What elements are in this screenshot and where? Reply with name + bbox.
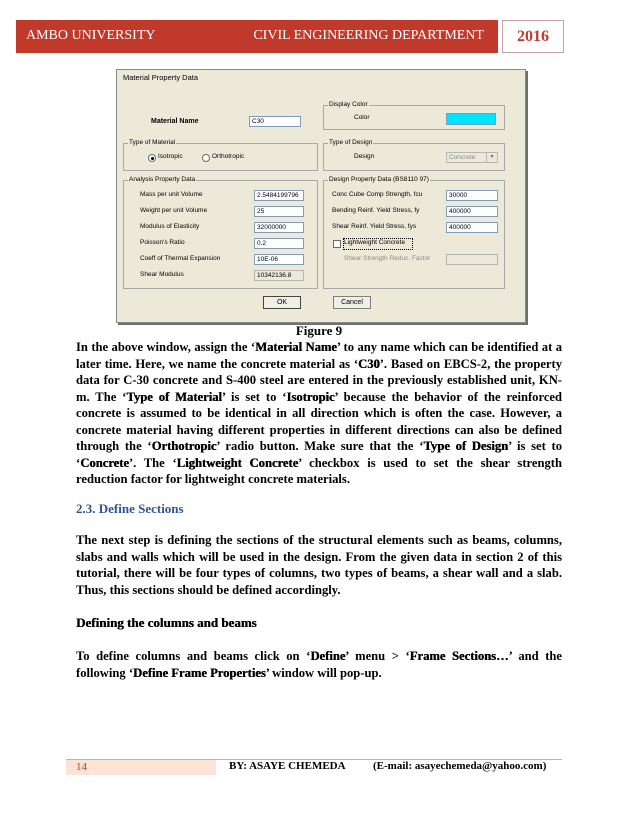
para1-text-6: ’ radio button. Make sure that the ‘ (216, 439, 424, 453)
lightweight-label: Lightweight Concrete (344, 239, 406, 246)
modulus-input[interactable]: 32000000 (254, 222, 304, 233)
para3-text-4: ’ window will pop-up. (265, 665, 382, 680)
page-header (16, 20, 562, 53)
display-color-group (323, 101, 505, 130)
para1-key-lightweight: Lightweight Concrete (176, 455, 299, 470)
fy-label: Bending Reinf. Yield Stress, fy (332, 207, 420, 214)
shear-reduc-label: Shear Strength Reduc. Factor (344, 255, 431, 262)
para1-text-4: ’ is set to ‘ (221, 389, 287, 404)
weight-label: Weight per unit Volume (140, 207, 208, 214)
para3-key-define: Define (310, 649, 346, 663)
para1-text-2: ’ to any name which can be identified at a later time. Here, we name the concrete material as ‘ (76, 340, 562, 371)
fcu-input[interactable]: 30000 (446, 190, 498, 201)
shear-modulus-label: Shear Modulus (140, 271, 184, 278)
shear-modulus-input: 10342136.8 (254, 270, 304, 281)
fy-input[interactable]: 400000 (446, 206, 498, 217)
display-color-title: Display Color (329, 101, 368, 108)
isotropic-radio[interactable] (148, 154, 156, 162)
orthotropic-label: Orthotropic (212, 153, 245, 160)
para1-key-orthotropic: Orthotropic (151, 439, 217, 453)
poisson-label: Poisson's Ratio (140, 239, 185, 246)
header-year: 2016 (502, 20, 564, 53)
paragraph-material (76, 339, 562, 488)
thermal-input[interactable]: 10E-06 (254, 254, 304, 265)
para1-key-isotropic: Isotropic (286, 389, 335, 404)
modulus-label: Modulus of Elasticity (140, 223, 200, 230)
color-label: Color (354, 114, 370, 121)
material-name-input[interactable]: C30 (249, 116, 301, 127)
footer-email: (E-mail: asayechemeda@yahoo.com) (373, 760, 547, 772)
analysis-property-group (123, 176, 318, 289)
paragraph-sections: The next step is defining the sections of the structural elements such as beams, columns, slabs and walls which will be used in the design. From the given data in section 2 of this tutorial, there will be four types of columns, two types of beams, a shear wall and a slab. Thus, this sections should be defined accordingly. (76, 533, 562, 597)
figure-caption: Figure 9 (295, 323, 343, 338)
para1-key-c30: C30 (358, 356, 380, 371)
para1-text-9: ’ checkbox is used to set the shear strength reduction factor for lightweight concrete materials. (76, 455, 562, 486)
material-name-label: Material Name (151, 118, 199, 125)
lightweight-checkbox[interactable] (333, 240, 341, 248)
footer-author: BY: ASAYE CHEMEDA (229, 760, 346, 772)
design-label: Design (354, 153, 375, 160)
poisson-input[interactable]: 0.2 (254, 238, 304, 249)
para1-text-7: ’ is set to ‘ (76, 439, 563, 470)
mass-label: Mass per unit Volume (140, 191, 203, 198)
header-banner (16, 20, 498, 53)
subheading-columns-beams: Defining the columns and beams (76, 615, 257, 630)
design-property-group (323, 176, 505, 289)
header-department: CIVIL ENGINEERING DEPARTMENT (253, 28, 484, 43)
design-select-value: Concrete (449, 154, 476, 161)
orthotropic-radio[interactable] (202, 154, 210, 162)
color-swatch[interactable] (446, 113, 496, 125)
para1-key-type-of-design: Type of Design (423, 439, 509, 453)
design-select[interactable] (446, 152, 498, 163)
dialog-title: Material Property Data (123, 73, 199, 82)
para3-key-frame-sections: Frame Sections… (409, 649, 509, 663)
chevron-down-icon: ▼ (486, 153, 497, 162)
type-of-design-group (323, 139, 505, 171)
type-of-material-group (123, 139, 318, 171)
weight-input[interactable]: 25 (254, 206, 304, 217)
para1-text-8: ’. The ‘ (128, 455, 177, 470)
paragraph-define (76, 648, 562, 681)
para3-key-define-frame-properties: Define Frame Properties (133, 665, 266, 680)
design-property-title: Design Property Data (BS8110 97) (329, 176, 429, 183)
para3-text-1: To define columns and beams click on ‘ (76, 649, 311, 663)
thermal-label: Coeff of Thermal Expansion (140, 255, 221, 262)
shear-reduc-input (446, 254, 498, 265)
para1-key-material-name: Material Name (255, 340, 337, 354)
isotropic-label: Isotropic (158, 153, 183, 160)
cancel-button[interactable]: Cancel (333, 296, 371, 309)
para1-key-type-of-material: Type of Material (126, 389, 222, 404)
type-of-design-title: Type of Design (329, 139, 373, 146)
para1-text-5: ’ because the behavior of the reinforced concrete is assumed to be identical in all direction which is often the case. However, a concrete material having different properties in different directions can also be defined through the ‘ (76, 389, 562, 453)
fys-label: Shear Reinf. Yield Stress, fys (332, 223, 417, 230)
analysis-property-title: Analysis Property Data (129, 176, 196, 183)
para1-key-concrete: Concrete (80, 455, 129, 470)
type-of-material-title: Type of Material (129, 139, 176, 146)
mass-input[interactable]: 2.5484199796 (254, 190, 304, 201)
para1-text-3: ’. Based on EBCS-2, the property data for C-30 concrete and S-400 steel are entered in the previously established unit, KN-m. The ‘ (76, 356, 562, 404)
page-number: 14 (76, 761, 87, 773)
header-university: AMBO UNIVERSITY (26, 28, 156, 43)
material-property-dialog (116, 69, 526, 323)
para1-text-1: In the above window, assign the ‘ (76, 340, 256, 354)
fcu-label: Conc Cube Comp Strength, fcu (332, 191, 423, 198)
section-heading: 2.3. Define Sections (76, 501, 184, 516)
footer-page-box (66, 760, 216, 775)
ok-button[interactable]: OK (263, 296, 301, 309)
para3-text-2: ’ menu > ‘ (345, 649, 410, 663)
para3-text-3: ’ and the following ‘ (76, 649, 563, 680)
fys-input[interactable]: 400000 (446, 222, 498, 233)
